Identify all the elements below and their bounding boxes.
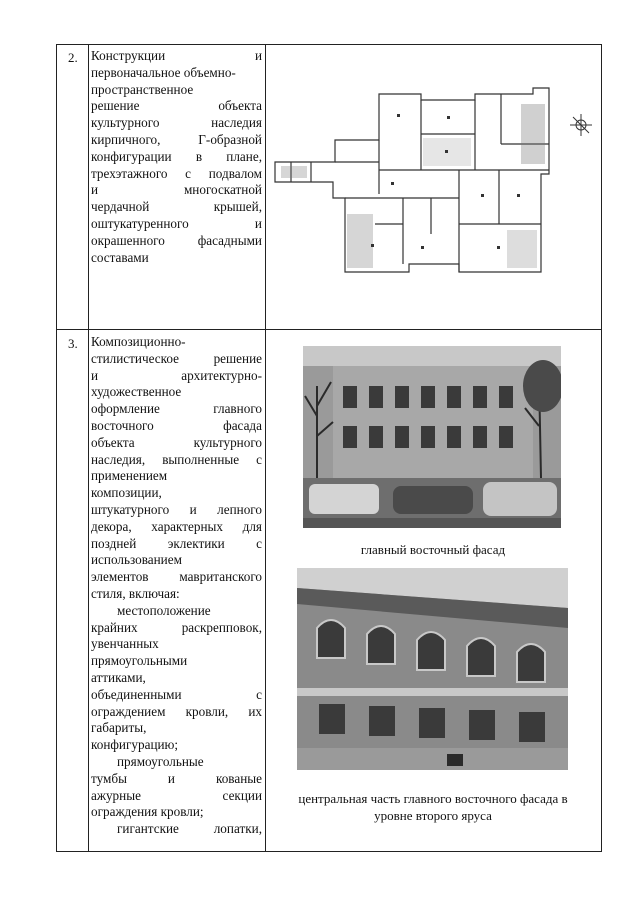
facade-photo-caption: главный восточный фасад [360,542,506,557]
description-line: ограждения кровли; [91,804,204,820]
description-line: оштукатуренного и [91,215,262,231]
description-line: пространственное [91,81,194,97]
description-line: объекта культурного [91,434,262,450]
facade-detail-photo [297,568,568,770]
description-line: композиции, [91,485,162,501]
floor-plan-drawing [271,74,599,314]
compass-icon [570,114,592,136]
description-line: Конструкции и [91,48,262,63]
caption-line: уровне второго яруса [374,808,492,823]
description-line: оформление главного [91,401,262,417]
row-number: 2. [68,50,78,65]
description-line: использованием [91,552,182,568]
caption-line: центральная часть главного восточного фасада в [298,791,568,806]
description-line: поздней эклектики с [91,535,262,551]
description-line: аттиками, [91,669,146,685]
description-line: и архитектурно- [91,367,262,383]
description-line: применением [91,468,168,484]
description-line: гигантские лопатки, [117,821,262,837]
description-line: тумбы и кованые [91,770,262,786]
row-divider [56,329,602,330]
description-line: стиля, включая: [91,585,180,601]
description-line: местоположение [117,602,211,618]
row-description [91,334,262,838]
description-line: декора, характерных для [91,518,262,534]
table-border-bottom [56,851,602,852]
table-border-right [601,44,602,852]
object-features-table [56,44,602,852]
description-line: восточного фасада [91,417,262,433]
facade-photo [303,346,561,528]
facade-detail-drawing [297,568,568,770]
column-divider-2 [265,44,266,852]
table-border-left [56,44,57,852]
description-line: окрашенного фасадными [91,232,262,248]
description-line: трехэтажного с подвалом [91,165,262,181]
description-line: увенчанных [91,636,159,652]
description-line: стилистическое решение [91,350,262,366]
facade-detail-caption [265,790,601,824]
row-number: 3. [68,336,78,351]
description-line: крайних раскрепповок, [91,619,262,635]
description-line: ажурные секции [91,787,262,803]
description-line: прямоугольные [117,753,204,769]
description-line: решение объекта [91,98,262,114]
floor-plan-image [271,74,599,314]
description-line: чердачной крышей, [91,199,262,215]
description-line: составами [91,249,149,265]
description-line: конфигурации в плане, [91,148,262,164]
description-line: Композиционно- [91,334,186,349]
description-line: элементов мавританского [91,569,262,585]
description-line: художественное [91,384,182,400]
description-line: культурного наследия [91,115,262,131]
description-line: конфигурацию; [91,737,179,753]
description-line: наследия, выполненные с [91,451,262,467]
description-line: кирпичного, Г-образной [91,131,262,147]
description-line: штукатурного и лепного [91,501,262,517]
column-divider-1 [88,44,89,852]
description-line: ограждением кровли, их [91,703,262,719]
description-line: прямоугольными [91,653,188,669]
description-line: и многоскатной [91,182,262,198]
row-description [91,48,262,266]
description-line: объединенными с [91,686,262,702]
table-border-top [56,44,602,45]
description-line: первоначальное объемно- [91,64,236,80]
facade-photo-drawing [303,346,561,528]
description-line: габариты, [91,720,147,736]
